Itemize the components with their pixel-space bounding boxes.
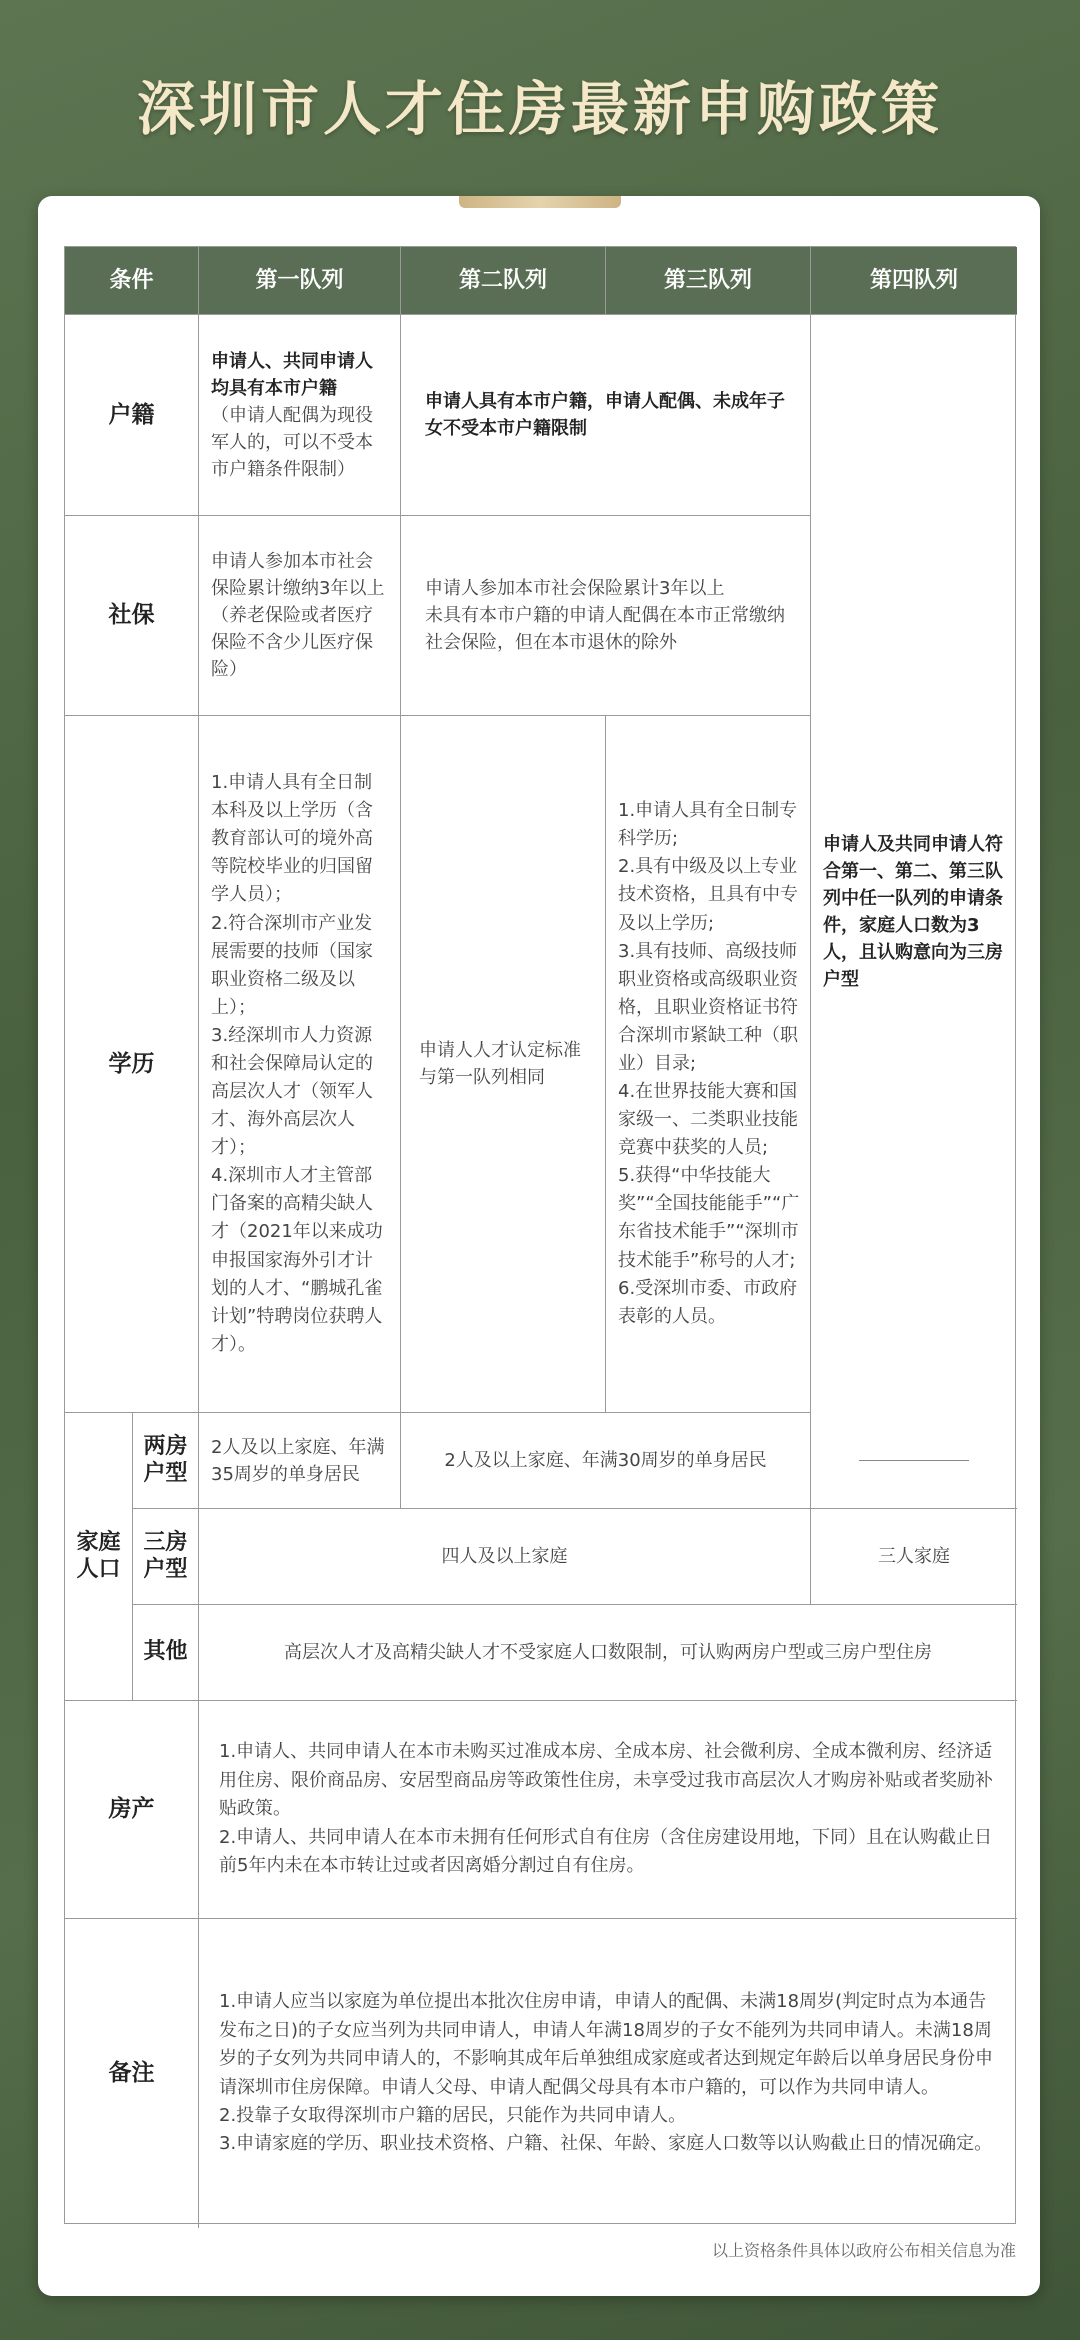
family-two-room-queue-4 xyxy=(811,1413,1017,1509)
header-queue-3: 第三队列 xyxy=(606,247,811,315)
family-three-room-queue-1-3: 四人及以上家庭 xyxy=(199,1509,811,1605)
header-condition: 条件 xyxy=(65,247,199,315)
card-tab-decoration xyxy=(459,196,621,208)
family-other-text: 高层次人才及高精尖缺人才不受家庭人口数限制，可认购两房户型或三房户型住房 xyxy=(199,1605,1017,1701)
huji-queue-1-note: （申请人配偶为现役军人的，可以不受本市户籍条件限制） xyxy=(211,404,373,480)
xueli-queue-2-cell: 申请人人才认定标准与第一队列相同 xyxy=(401,716,606,1413)
header-queue-2: 第二队列 xyxy=(401,247,606,315)
header-queue-1: 第一队列 xyxy=(199,247,401,315)
family-three-room-label: 三房户型 xyxy=(133,1509,199,1605)
footnote: 以上资格条件具体以政府公布相关信息为准 xyxy=(711,2241,1016,2260)
family-two-room-queue-1: 2人及以上家庭、年满35周岁的单身居民 xyxy=(199,1413,401,1509)
header-queue-4: 第四队列 xyxy=(811,247,1017,315)
row-label-shebao: 社保 xyxy=(65,516,199,716)
shebao-queue-1-cell: 申请人参加本市社会保险累计缴纳3年以上（养老保险或者医疗保险不含少儿医疗保险） xyxy=(199,516,401,716)
row-label-family: 家庭人口 xyxy=(65,1413,133,1701)
family-three-room-queue-4: 三人家庭 xyxy=(811,1509,1017,1605)
row-label-huji: 户籍 xyxy=(65,315,199,516)
family-other-label: 其他 xyxy=(133,1605,199,1701)
fangchan-text: 1.申请人、共同申请人在本市未购买过准成本房、全成本房、社会微利房、全成本微利房、经济适用住房、限价商品房、安居型商品房等政策性住房，未享受过我市高层次人才购房补贴或者奖励补贴政策。 2.申请人、共同申请人在本市未拥有任何形式自有住房（含住房建设用地，下同）且在认购截止日前5年内未在本市转让过或者因离婚分割过自有住房。 xyxy=(199,1701,1017,1919)
policy-table xyxy=(64,246,1016,2224)
xueli-queue-1-cell: 1.申请人具有全日制本科及以上学历（含教育部认可的境外高等院校毕业的归国留学人员）； 2.符合深圳市产业发展需要的技师（国家职业资格二级及以上）； 3.经深圳市人力资源和社会保障局认定的高层次人才（领军人才、海外高层次人才）； 4.深圳市人才主管部门备案的高精尖缺人才（2021年以来成功申报国家海外引才计划的人才、“鹏城孔雀计划”特聘岗位获聘人才）。 xyxy=(199,716,401,1413)
empty-dash xyxy=(859,1460,969,1461)
page-title: 深圳市人才住房最新申购政策 xyxy=(136,75,943,143)
family-two-room-label: 两房户型 xyxy=(133,1413,199,1509)
shebao-queue-2-3-cell: 申请人参加本市社会保险累计3年以上 未具有本市户籍的申请人配偶在本市正常缴纳社会保险，但在本市退休的除外 xyxy=(401,516,811,716)
xueli-queue-3-cell: 1.申请人具有全日制专科学历; 2.具有中级及以上专业技术资格，且具有中专及以上学历; 3.具有技师、高级技师职业资格或高级职业资格，且职业资格证书符合深圳市紧缺工种（职业）目录; 4.在世界技能大赛和国家级一、二类职业技能竞赛中获奖的人员; 5.获得“中华技能大奖”“全国技能能手”“广东省技术能手”“深圳市技术能手”称号的人才; 6.受深圳市委、市政府表彰的人员。 xyxy=(606,716,811,1413)
huji-queue-1-main: 申请人、共同申请人均具有本市户籍 xyxy=(211,350,373,399)
huji-queue-2-3-cell: 申请人具有本市户籍，申请人配偶、未成年子女不受本市户籍限制 xyxy=(401,315,811,516)
queue-4-conditions-cell: 申请人及共同申请人符合第一、第二、第三队列中任一队列的申请条件，家庭人口数为3人，且认购意向为三房户型 xyxy=(811,315,1017,1509)
huji-queue-1-cell xyxy=(199,315,401,516)
row-label-fangchan: 房产 xyxy=(65,1701,199,1919)
row-label-xueli: 学历 xyxy=(65,716,199,1413)
beizhu-text: 1.申请人应当以家庭为单位提出本批次住房申请，申请人的配偶、未满18周岁(判定时点为本通告发布之日)的子女应当列为共同申请人，申请人年满18周岁的子女不能列为共同申请人。未满18周岁的子女列为共同申请人的，不影响其成年后单独组成家庭或者达到规定年龄后以单身居民身份申请深圳市住房保障。申请人父母、申请人配偶父母具有本市户籍的，可以作为共同申请人。 2.投靠子女取得深圳市户籍的居民，只能作为共同申请人。 3.申请家庭的学历、职业技术资格、户籍、社保、年龄、家庭人口数等以认购截止日的情况确定。 xyxy=(219,1991,993,2155)
row-label-beizhu: 备注 xyxy=(65,1919,199,2228)
family-two-room-queue-2-3: 2人及以上家庭、年满30周岁的单身居民 xyxy=(401,1413,811,1509)
